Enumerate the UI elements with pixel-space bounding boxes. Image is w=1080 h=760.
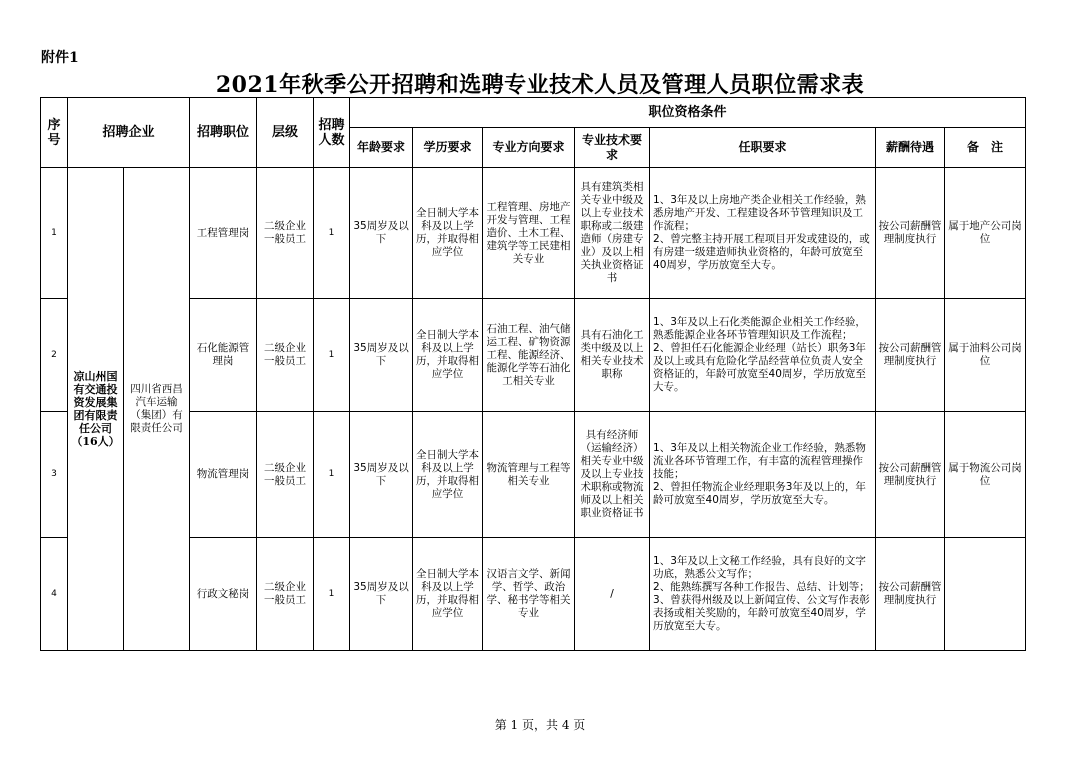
cell-position: 石化能源管理岗 (190, 299, 257, 412)
cell-education: 全日制大学本科及以上学历，并取得相应学位 (413, 412, 483, 538)
cell-tech: 具有建筑类相关专业中级及以上专业技术职称或二级建造师（房建专业）及以上相关执业资格证书 (575, 168, 650, 299)
page-footer: 第 1 页，共 4 页 (494, 718, 586, 732)
header-tech: 专业技术要求 (575, 128, 650, 168)
cell-count: 1 (314, 299, 350, 412)
cell-remark: 属于地产公司岗位 (945, 168, 1026, 299)
header-position: 招聘职位 (190, 98, 257, 168)
cell-education: 全日制大学本科及以上学历，并取得相应学位 (413, 168, 483, 299)
header-remark: 备 注 (945, 128, 1026, 168)
cell-duty: 1、3年及以上房地产类企业相关工作经验，熟悉房地产开发、工程建设各环节管理知识及工作流程； 2、曾完整主持开展工程项目开发或建设的，或有房建一级建造师执业资格的，年龄可放宽至40周岁，学历放宽至大专。 (650, 168, 876, 299)
cell-major: 石油工程、油气储运工程、矿物资源工程、能源经济、能源化学等石油化工相关专业 (483, 299, 575, 412)
header-company: 招聘企业 (68, 98, 190, 168)
cell-level: 二级企业一般员工 (257, 538, 314, 651)
cell-age: 35周岁及以下 (350, 168, 413, 299)
cell-age: 35周岁及以下 (350, 538, 413, 651)
cell-major: 工程管理、房地产开发与管理、工程造价、土木工程、建筑学等工民建相关专业 (483, 168, 575, 299)
cell-salary: 按公司薪酬管理制度执行 (876, 538, 945, 651)
cell-tech: 具有经济师（运输经济）相关专业中级及以上专业技术职称或物流师及以上相关职业资格证书 (575, 412, 650, 538)
header-age: 年龄要求 (350, 128, 413, 168)
cell-position: 物流管理岗 (190, 412, 257, 538)
header-seq: 序号 (41, 98, 68, 168)
cell-salary: 按公司薪酬管理制度执行 (876, 412, 945, 538)
table-row (41, 168, 1026, 299)
cell-count: 1 (314, 168, 350, 299)
cell-tech: 具有石油化工类中级及以上相关专业技术职称 (575, 299, 650, 412)
cell-level: 二级企业一般员工 (257, 412, 314, 538)
cell-count: 1 (314, 538, 350, 651)
header-duty: 任职要求 (650, 128, 876, 168)
attachment-label: 附件1 (41, 50, 79, 66)
header-salary: 薪酬待遇 (876, 128, 945, 168)
cell-level: 二级企业一般员工 (257, 168, 314, 299)
cell-seq: 1 (41, 168, 68, 299)
cell-education: 全日制大学本科及以上学历，并取得相应学位 (413, 538, 483, 651)
cell-education: 全日制大学本科及以上学历，并取得相应学位 (413, 299, 483, 412)
cell-sub-company: 四川省西昌汽车运输（集团）有限责任公司 (124, 168, 190, 651)
cell-seq: 2 (41, 299, 68, 412)
header-row-1 (41, 98, 1026, 128)
cell-salary: 按公司薪酬管理制度执行 (876, 299, 945, 412)
cell-duty: 1、3年及以上文秘工作经验，具有良好的文字功底，熟悉公文写作； 2、能熟练撰写各种工作报告、总结、计划等； 3、曾获得州级及以上新闻宣传、公文写作表彰表扬或相关奖励的，年龄可放宽至40周岁，学历放宽至大专。 (650, 538, 876, 651)
cell-seq: 4 (41, 538, 68, 651)
page-title: 2021年秋季公开招聘和选聘专业技术人员及管理人员职位需求表 (215, 72, 865, 98)
cell-tech: / (575, 538, 650, 651)
header-major: 专业方向要求 (483, 128, 575, 168)
cell-group-company: 凉山州国有交通投资发展集团有限责任公司（16人） (68, 168, 124, 651)
header-qualification: 职位资格条件 (350, 98, 1026, 128)
cell-seq: 3 (41, 412, 68, 538)
cell-duty: 1、3年及以上相关物流企业工作经验，熟悉物流业各环节管理工作，有丰富的流程管理操作技能； 2、曾担任物流企业经理职务3年及以上的，年龄可放宽至40周岁，学历放宽至大专。 (650, 412, 876, 538)
cell-remark: 属于物流公司岗位 (945, 412, 1026, 538)
cell-age: 35周岁及以下 (350, 412, 413, 538)
cell-salary: 按公司薪酬管理制度执行 (876, 168, 945, 299)
cell-major: 物流管理与工程等相关专业 (483, 412, 575, 538)
header-level: 层级 (257, 98, 314, 168)
cell-level: 二级企业一般员工 (257, 299, 314, 412)
header-education: 学历要求 (413, 128, 483, 168)
cell-remark: 属于油料公司岗位 (945, 299, 1026, 412)
job-requirements-table (40, 97, 1026, 651)
cell-age: 35周岁及以下 (350, 299, 413, 412)
cell-count: 1 (314, 412, 350, 538)
cell-position: 行政文秘岗 (190, 538, 257, 651)
header-count: 招聘人数 (314, 98, 350, 168)
cell-remark (945, 538, 1026, 651)
cell-duty: 1、3年及以上石化类能源企业相关工作经验，熟悉能源企业各环节管理知识及工作流程； 2、曾担任石化能源企业经理（站长）职务3年及以上或具有危险化学品经营单位负责人安全资格证的，年龄可放宽至40周岁，学历放宽至大专。 (650, 299, 876, 412)
cell-position: 工程管理岗 (190, 168, 257, 299)
cell-major: 汉语言文学、新闻学、哲学、政治学、秘书学等相关专业 (483, 538, 575, 651)
